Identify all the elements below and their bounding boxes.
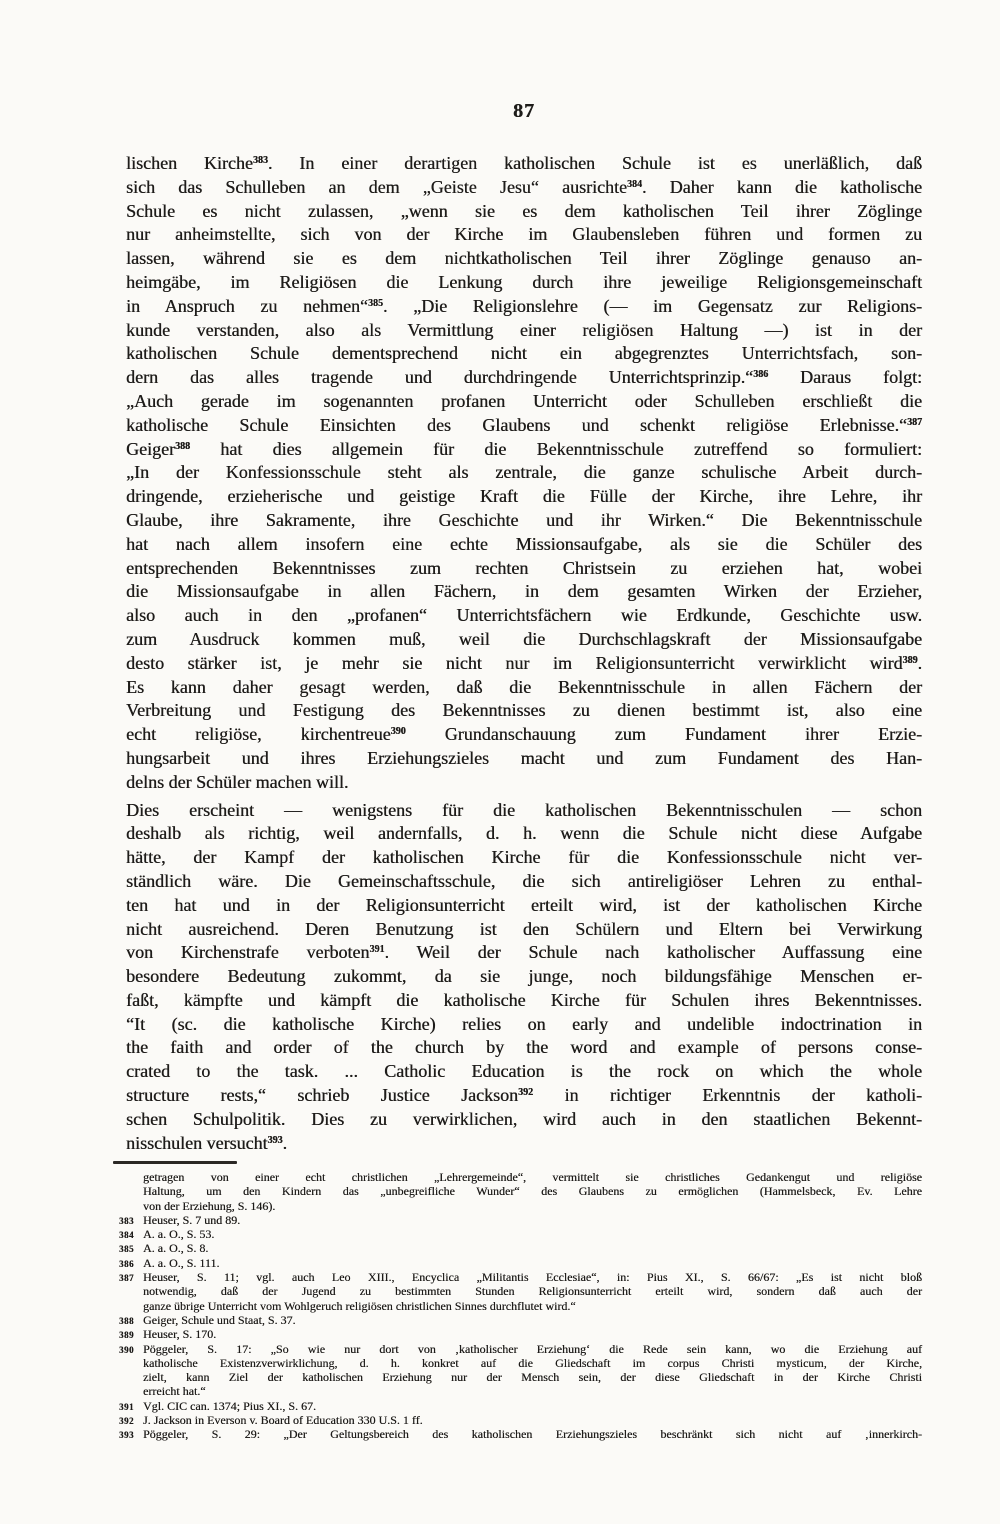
- body-line: zum Ausdruck kommen muß, weil die Durchschlagskraft der Missionsaufgabe: [126, 628, 922, 649]
- footnote-line: von der Erziehung, S. 146).: [143, 1198, 276, 1213]
- footnote-marker: 383: [119, 1215, 134, 1226]
- body-line: lassen, während sie es dem nichtkatholischen Teil ihrer Zöglinge genauso an-: [126, 248, 922, 269]
- footnote-line: getragen von einer echt christlichen „Lehrergemeinde“, vermittelt sie christliches Gedankengut und religiöse: [143, 1170, 922, 1184]
- body-line: faßt, kämpfte und kämpft die katholische Kirche für Schulen ihres Bekenntnisses.: [126, 989, 922, 1010]
- body-line: katholische Schule Einsichten des Glaubens und schenkt religiöse Erlebnisse.“387: [126, 414, 922, 435]
- body-line: „Auch gerade im sogenannten profanen Unterricht oder Schulleben erschließt die: [126, 390, 922, 411]
- footnote-386: [119, 1255, 922, 1270]
- footnote-line: katholische Existenzverwirklichung, d. h. konkret auf die Gliedschaft im corpus Christi mysticum, der Kirche,: [143, 1355, 922, 1370]
- footnote-392: [119, 1413, 922, 1428]
- body-line: die Missionsaufgabe in allen Fächern, in dem gesamten Wirken der Erzieher,: [126, 581, 922, 602]
- footnote-marker: 388: [119, 1315, 134, 1326]
- footnote-line: Vgl. CIC can. 1374; Pius XI., S. 67.: [143, 1398, 317, 1413]
- body-line: hungsarbeit und ihres Erziehungszieles macht und zum Fundament des Han-: [126, 747, 922, 768]
- body-line: Es kann daher gesagt werden, daß die Bekenntnisschule in allen Fächern der: [126, 676, 922, 697]
- body-line: katholischen Schule dementsprechend nicht ein abgegrenztes Unterrichtsfach, son-: [126, 343, 922, 364]
- footnote-line: A. a. O., S. 53.: [143, 1227, 215, 1242]
- footnote-marker: 392: [119, 1416, 134, 1427]
- footnote-line: A. a. O., S. 8.: [143, 1241, 209, 1256]
- footnote-marker: 393: [119, 1430, 134, 1441]
- body-line: echt religiöse, kirchentreue390 Grundanschauung zum Fundament ihrer Erzie-: [126, 724, 922, 745]
- footnote-388: [119, 1312, 922, 1327]
- body-line: Verbreitung und Festigung des Bekenntnisses zu dienen bestimmt ist, also eine: [126, 700, 922, 721]
- body-line: Geiger388 hat dies allgemein für die Bekenntnisschule zutreffend so formuliert:: [126, 438, 922, 459]
- footnotes: [119, 1170, 922, 1442]
- body-line: hat nach allem insofern eine echte Missionsaufgabe, als sie die Schüler des: [126, 533, 922, 554]
- footnote-389: [119, 1327, 922, 1342]
- footnote-387: [119, 1270, 922, 1313]
- body-line: nicht ausreichend. Deren Benutzung ist den Schülern und Eltern bei Verwirkung: [126, 918, 922, 939]
- body-line: nur anheimstellte, sich von der Kirche im Glaubensleben führen und formen zu: [126, 224, 922, 245]
- footnote-marker: 390: [119, 1344, 134, 1355]
- body-line: besondere Bedeutung zukommt, da sie junge, noch bildungsfähige Menschen er-: [126, 966, 922, 987]
- body-line: dern das alles tragende und durchdringende Unterrichtsprinzip.“386 Daraus folgt:: [126, 367, 922, 388]
- body-line: sich das Schulleben an dem „Geiste Jesu“ ausrichte384. Daher kann die katholische: [126, 176, 922, 197]
- body-line: Schule es nicht zulassen, „wenn sie es dem katholischen Teil ihrer Zöglinge: [126, 200, 922, 221]
- body-line: structure rests,“ schrieb Justice Jackson392 in richtiger Erkenntnis der katholi-: [126, 1085, 922, 1106]
- body-line: von Kirchenstrafe verboten391. Weil der Schule nach katholischer Auffassung eine: [126, 942, 922, 963]
- footnote-marker: 385: [119, 1244, 134, 1255]
- footnote-marker: 387: [119, 1273, 134, 1284]
- body-line: heimgäbe, im Religiösen die Lenkung durch ihre jeweilige Religionsgemeinschaft: [126, 271, 922, 292]
- footnote-marker: 389: [119, 1330, 134, 1341]
- body-line: delns der Schüler machen will.: [126, 771, 349, 792]
- body-line: Dies erscheint — wenigstens für die katholischen Bekenntnisschulen — schon: [126, 799, 922, 820]
- footnote-line: notwendig, daß der Jugend zu bestimmten Stunden Religionsunterricht erteilt wird, sondern daß auch der: [143, 1284, 922, 1299]
- footnote-393: [119, 1427, 922, 1442]
- paragraph: [126, 799, 922, 1156]
- footnote-line: zielt, kann Ziel der katholischen Erziehung nur der Mensch sein, der diese Gliedschaft in der Kirche Christi: [143, 1370, 922, 1385]
- footnote-line: Pöggeler, S. 29: „Der Geltungsbereich des katholischen Erziehungszieles beschränkt sich nicht auf ‚innerkirch-: [143, 1427, 922, 1442]
- body-line: dringende, erzieherische und geistige Kraft die Fülle der Kirche, ihre Lehre, ihr: [126, 486, 922, 507]
- footnote-line: A. a. O., S. 111.: [143, 1255, 220, 1270]
- footnote-line: ganze übrige Unterricht vom Wohlgeruch religiösen christlichen Sinnes durchflutet wird.“: [143, 1298, 576, 1313]
- footnote-marker: 391: [119, 1401, 134, 1412]
- footnote-390: [119, 1341, 922, 1399]
- footnote-391: [119, 1398, 922, 1413]
- footnote-line: Haltung, um den Kindern das „unbegreifliche Wunder“ des Glaubens zu ermöglichen (Hammelsbeck, Ev. Lehre: [143, 1184, 922, 1199]
- footnote-line: Heuser, S. 170.: [143, 1327, 217, 1342]
- footnote-line: Heuser, S. 7 und 89.: [143, 1212, 241, 1227]
- body-line: lischen Kirche383. In einer derartigen katholischen Schule ist es unerläßlich, daß: [126, 153, 922, 173]
- body-text: [126, 152, 922, 1155]
- paragraph: [126, 152, 922, 795]
- footnote-385: [119, 1241, 922, 1256]
- footnote-line: Geiger, Schule und Staat, S. 37.: [143, 1312, 296, 1327]
- footnote-continuation: [143, 1170, 922, 1213]
- body-line: the faith and order of the church by the word and example of persons conse-: [126, 1037, 922, 1058]
- body-line: desto stärker ist, je mehr sie nicht nur im Religionsunterricht verwirklicht wird389.: [126, 652, 922, 673]
- body-line: crated to the task. ... Catholic Education is the rock on which the whole: [126, 1061, 922, 1082]
- body-line: ten hat und in der Religionsunterricht erteilt wird, ist der katholischen Kirche: [126, 894, 922, 915]
- footnote-384: [119, 1227, 922, 1242]
- body-line: deshalb als richtig, weil andernfalls, d. h. wenn die Schule nicht diese Aufgabe: [126, 823, 922, 844]
- body-line: ständlich wäre. Die Gemeinschaftsschule, die sich antireligiöser Lehren zu enthal-: [126, 870, 922, 891]
- page-number: 87: [513, 100, 535, 122]
- body-line: “It (sc. die katholische Kirche) relies on early and undelible indoctrination in: [126, 1013, 922, 1034]
- body-line: „In der Konfessionsschule steht als zentrale, die ganze schulische Arbeit durch-: [126, 462, 922, 483]
- footnote-marker: 386: [119, 1258, 134, 1269]
- body-line: nisschulen versucht393.: [126, 1132, 287, 1153]
- body-line: schen Schulpolitik. Dies zu verwirklichen, wird auch in den staatlichen Bekennt-: [126, 1108, 922, 1129]
- body-line: in Anspruch zu nehmen“385. „Die Religionslehre (— im Gegensatz zur Religions-: [126, 295, 922, 316]
- footnote-line: Heuser, S. 11; vgl. auch Leo XIII., Encyclica „Militantis Ecclesiae“, in: Pius XI., S. 66/67: „Es ist nicht bloß: [143, 1270, 922, 1285]
- body-line: Glaube, ihre Sakramente, ihre Geschichte und ihr Wirken.“ Die Bekenntnisschule: [126, 509, 922, 530]
- footnote-separator: [113, 1161, 237, 1164]
- body-line: entsprechenden Bekenntnisses zum rechten Christsein zu erziehen hat, wobei: [126, 557, 922, 578]
- body-line: kunde verstanden, also als Vermittlung einer religiösen Haltung —) ist in der: [126, 319, 922, 340]
- footnote-line: J. Jackson in Everson v. Board of Education 330 U.S. 1 ff.: [143, 1413, 423, 1428]
- body-line: hätte, der Kampf der katholischen Kirche für die Konfessionsschule nicht ver-: [126, 847, 922, 868]
- footnote-line: Pöggeler, S. 17: „So wie nur dort von ‚katholischer Erziehung‘ die Rede sein kann, wo die Erziehung auf: [143, 1341, 922, 1356]
- footnote-line: erreicht hat.“: [143, 1384, 206, 1399]
- body-line: also auch in den „profanen“ Unterrichtsfächern wie Erdkunde, Geschichte usw.: [126, 605, 922, 626]
- footnote-383: [119, 1212, 922, 1227]
- footnote-marker: 384: [119, 1230, 134, 1241]
